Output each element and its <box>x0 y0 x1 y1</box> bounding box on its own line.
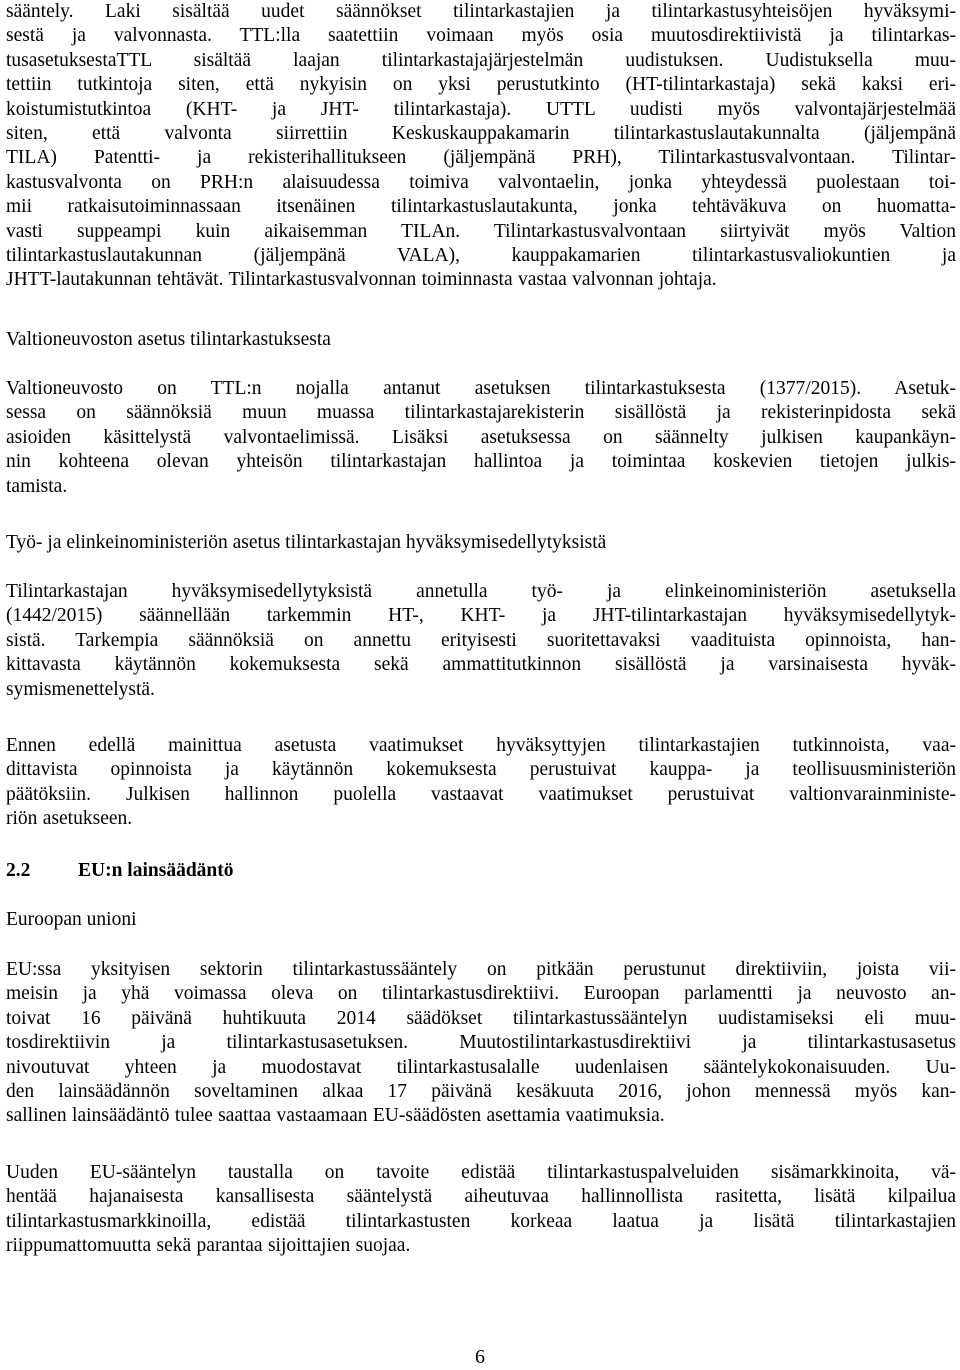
subheading-government-decree: Valtioneuvoston asetus tilintarkastuksesta <box>6 329 331 350</box>
text-line: JHTT-lautakunnan tehtävät. Tilintarkastusvalvonnan toiminnasta vastaa valvonnan johtaja. <box>6 269 717 291</box>
text-line: sistä. Tarkempia säännöksiä on annettu erityisesti suoritettavaksi vaadituista opinnoista, han- <box>6 629 956 651</box>
paragraph-eu-regulation <box>6 958 956 1129</box>
text-line: tosdirektiivin ja tilintarkastusasetuksen. Muutostilintarkastusdirektiivi ja tilintarkastusasetus <box>6 1032 956 1054</box>
text-line: den lainsäädännön soveltaminen alkaa 17 päivänä kesäkuuta 2016, johon mennessä myös kan- <box>6 1081 956 1103</box>
paragraph-ministry-decree <box>6 580 956 702</box>
text-line: mii ratkaisutoiminnassaan itsenäinen tilintarkastuslautakunta, jonka tehtäväkuva on huomatta- <box>6 196 956 218</box>
text-line: kittavasta käytännön kokemuksesta sekä ammattitutkinnon sisällöstä ja varsinaisesta hyväk- <box>6 654 956 676</box>
text-line: Tilintarkastajan hyväksymisedellytyksistä annetulla työ- ja elinkeinoministeriön asetuksella <box>6 581 956 602</box>
section-number: 2.2 <box>6 860 31 881</box>
page-number: 6 <box>475 1346 485 1368</box>
text-line: hentää hajanaisesta kansallisesta sääntelystä aiheutuvaa hallinnollista rasitetta, lisätä kilpailua <box>6 1186 956 1208</box>
text-line: riippumattomuutta sekä parantaa sijoittajien suojaa. <box>6 1235 411 1257</box>
text-line: sessa on säännöksiä muun muassa tilintarkastajarekisterin sisällöstä ja rekisterinpidosta sekä <box>6 402 956 424</box>
paragraph-government-decree <box>6 377 956 499</box>
text-line: meisin ja yhä voimassa oleva on tilintarkastusdirektiivi. Euroopan parlamentti ja neuvosto an- <box>6 983 956 1005</box>
text-line: tilintarkastusmarkkinoilla, edistää tilintarkastusten korkeaa laatua ja lisätä tilintarkastajien <box>6 1210 956 1232</box>
text-line: TILA) Patentti- ja rekisterihallitukseen (jäljempänä PRH), Tilintarkastusvalvontaan. Tilintar- <box>6 147 956 169</box>
text-line: tettiin tutkintoja siten, että nykyisin on yksi perustutkinto (HT-tilintarkastaja) sekä kaksi eri- <box>6 74 956 96</box>
subheading-ministry-decree: Työ- ja elinkeinoministeriön asetus tilintarkastajan hyväksymisedellytyksistä <box>6 532 607 553</box>
text-line: riön asetukseen. <box>6 808 133 830</box>
text-line: tamista. <box>6 475 68 497</box>
text-line: nivoutuvat yhteen ja muodostavat tilintarkastusalalle uudenlaisen sääntelykokonaisuuden. Uu- <box>6 1056 956 1078</box>
text-line: sallinen lainsäädäntö tulee saattaa vastaamaan EU-säädösten asettamia vaatimuksia. <box>6 1105 665 1127</box>
section-heading <box>6 859 234 883</box>
text-line: vasti suppeampi kuin aikaisemman TILAn. Tilintarkastusvalvontaan siirtyivät myös Valtion <box>6 220 956 242</box>
text-line: sääntely. Laki sisältää uudet säännökset tilintarkastajien ja tilintarkastusyhteisöjen hyväksymi- <box>6 1 956 22</box>
text-line: sestä ja valvonnasta. TTL:lla saatettiin voimaan myös osia muutosdirektiivistä ja tilintarkas- <box>6 25 956 47</box>
text-line: symismenettelystä. <box>6 678 155 700</box>
text-line: Valtioneuvosto on TTL:n nojalla antanut asetuksen tilintarkastuksesta (1377/2015). Asetuk- <box>6 378 956 399</box>
paragraph-ttl-reform <box>6 0 956 293</box>
paragraph-eu-goals <box>6 1161 956 1259</box>
subheading-european-union: Euroopan unioni <box>6 909 137 930</box>
text-line: tilintarkastuslautakunnan (jäljempänä VALA), kauppakamarien tilintarkastusvaliokuntien ja <box>6 245 956 267</box>
paragraph-previous-requirements <box>6 734 956 832</box>
text-line: asioiden käsittelystä valvontaelimissä. Lisäksi asetuksessa on säännelty julkisen kaupankäyn- <box>6 426 956 448</box>
section-title: EU:n lainsäädäntö <box>78 860 234 881</box>
text-line: kastusvalvonta on PRH:n alaisuudessa toimiva valvontaelin, jonka yhteydessä puolestaan toi- <box>6 171 956 193</box>
text-line: päätöksiin. Julkisen hallinnon puolella vastaavat vaatimukset perustuivat valtionvarainministe- <box>6 783 956 805</box>
text-line: dittavista opinnoista ja käytännön kokemuksesta perustuivat kauppa- ja teollisuusministeriön <box>6 759 956 781</box>
text-line: Uuden EU-sääntelyn taustalla on tavoite edistää tilintarkastuspalveluiden sisämarkkinoita, vä- <box>6 1162 956 1183</box>
text-line: (1442/2015) säännellään tarkemmin HT-, KHT- ja JHT-tilintarkastajan hyväksymisedellytyk- <box>6 605 956 627</box>
text-line: tusasetuksestaTTL sisältää laajan tilintarkastajajärjestelmän uudistuksen. Uudistuksella muu- <box>6 49 956 71</box>
text-line: nin kohteena olevan yhteisön tilintarkastajan hallintoa ja toimintaa koskevien tietojen julkis- <box>6 451 956 473</box>
text-line: koistumistutkintoa (KHT- ja JHT- tilintarkastaja). UTTL uudisti myös valvontajärjestelmää <box>6 98 956 120</box>
text-line: toivat 16 päivänä huhtikuuta 2014 säädökset tilintarkastussääntelyn uudistamiseksi eli muu- <box>6 1007 956 1029</box>
text-line: siten, että valvonta siirrettiin Keskuskauppakamarin tilintarkastuslautakunnalta (jäljempänä <box>6 123 956 145</box>
text-line: Ennen edellä mainittua asetusta vaatimukset hyväksyttyjen tilintarkastajien tutkinnoista, vaa- <box>6 735 956 756</box>
text-line: EU:ssa yksityisen sektorin tilintarkastussääntely on pitkään perustunut direktiiviin, joista vii- <box>6 959 956 980</box>
